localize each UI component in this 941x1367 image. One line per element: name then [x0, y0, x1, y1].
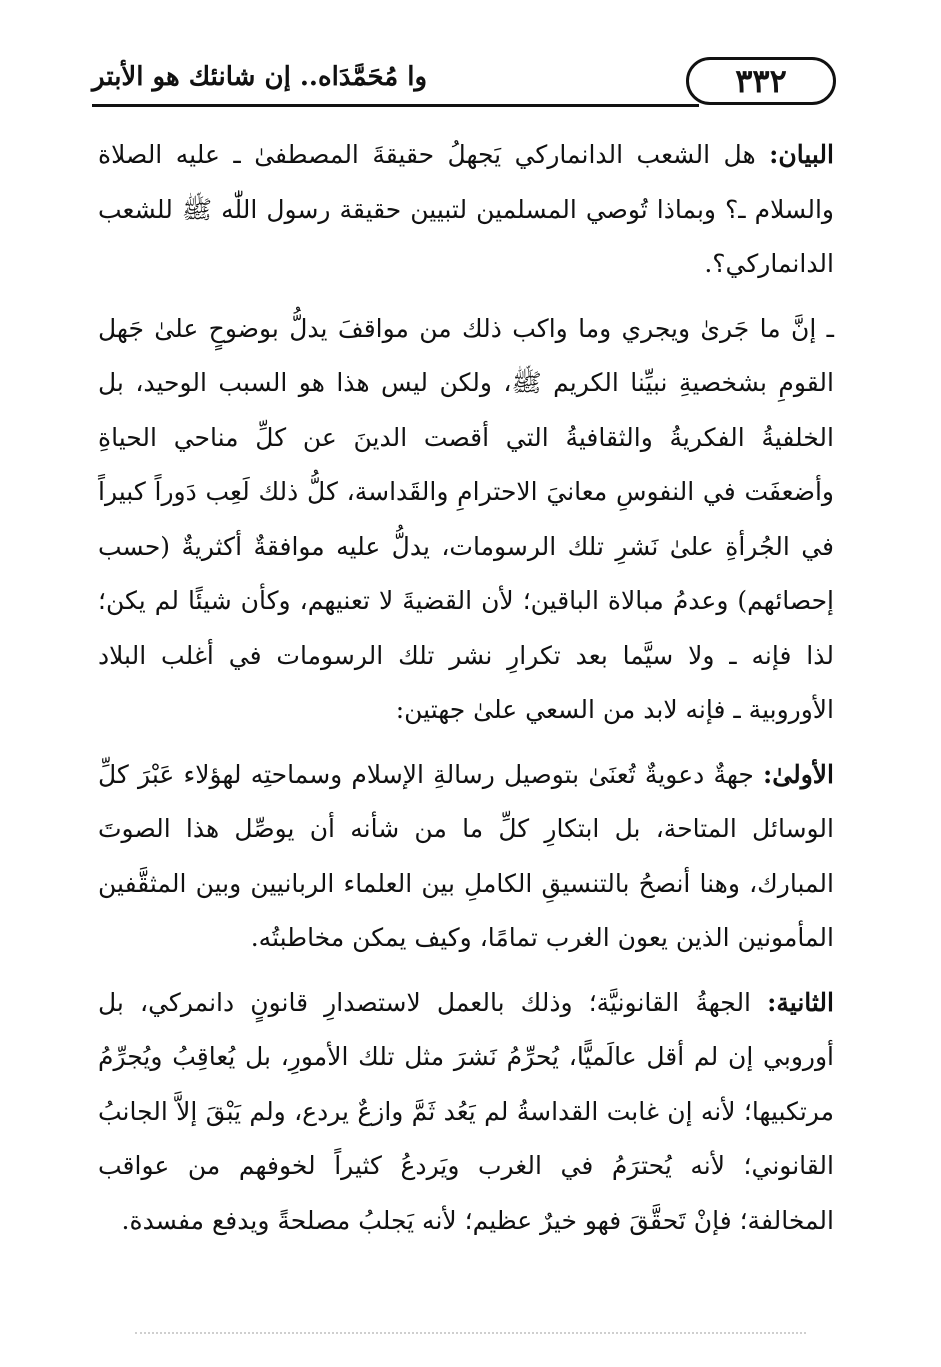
- paragraph-label: الأولىٰ:: [763, 759, 834, 789]
- bottom-scan-dots: [135, 1332, 806, 1338]
- paragraph-first-aspect: [98, 748, 834, 966]
- page-header: [92, 52, 836, 112]
- paragraph-label: الثانية:: [767, 987, 834, 1017]
- header-rule: [92, 104, 699, 107]
- page-number: ٣٣٢: [686, 57, 836, 105]
- paragraph-question: [98, 128, 834, 292]
- paragraph-label: البيان:: [769, 140, 834, 169]
- running-title: وا مُحَمَّدَاه.. إن شانئك هو الأبتر: [92, 62, 428, 92]
- paragraph-text: هل الشعب الدانماركي يَجهلُ حقيقةَ المصطفىٰ ـ عليه الصلاة والسلام ـ؟ وبماذا تُوصي المسلمين لتبيين حقيقة رسول اللّٰه ﷺ للشعب الدانماركي؟.: [98, 140, 834, 278]
- page-body: [98, 128, 834, 1258]
- paragraph-answer: [98, 302, 834, 738]
- paragraph-second-aspect: [98, 976, 834, 1249]
- paragraph-text: ـ إنَّ ما جَرىٰ ويجري وما واكب ذلك من مواقفَ يدلُّ بوضوحٍ علىٰ جَهل القومِ بشخصيةِ نبيِّنا الكريم ﷺ، ولكن ليس هذا هو السبب الوحيد، بل الخلفيةُ الفكريةُ والثقافيةُ التي أقصت الدينَ عن كلِّ مناحي الحياةِ وأضعفَت في النفوسِ معانيَ الاحترامِ والقَداسة، كلُّ ذلك لَعِب دَوراً كبيراً في الجُرأةِ علىٰ نَشرِ تلك الرسومات، يدلُّ عليه موافقةٌ أكثريةٌ (حسب إحصائهم) وعدمُ مبالاة الباقين؛ لأن القضيةَ لا تعنيهم، وكأن شيئًا لم يكن؛ لذا فإنه ـ ولا سيَّما بعد تكرارِ نشر تلك الرسومات في أغلب البلاد الأوروبية ـ فإنه لابد من السعي علىٰ جهتين:: [98, 313, 834, 724]
- paragraph-text: الجهةُ القانونيَّة؛ وذلك بالعمل لاستصدارِ قانونٍ دانمركي، بل أوروبي إن لم أقل عالَميًّا، يُحرِّمُ نَشرَ مثل تلك الأمورِ، بل يُعاقِبُ ويُجرِّمُ مرتكبيها؛ لأنه إن غابت القداسةُ لم يَعُد ثَمَّ وازعٌ يردع، ولم يَبْقَ إلاَّ الجانبُ القانوني؛ لأنه يُحترَمُ في الغرب ويَردعُ كثيراً لخوفهم من عواقب المخالفة؛ فإنْ تَحقَّقَ فهو خيرٌ عظيم؛ لأنه يَجلبُ مصلحةً ويدفع مفسدة.: [98, 987, 834, 1235]
- paragraph-text: جهةٌ دعويةٌ تُعنَىٰ بتوصيل رسالةِ الإسلام وسماحتِه لهؤلاء عَبْرَ كلِّ الوسائل المتاحة، بل ابتكارِ كلِّ ما من شأنه أن يوصِّل هذا الصوتَ المبارك، وهنا أنصحُ بالتنسيقِ الكاملِ بين العلماء الربانيين وبين المثقَّفين المأمونين الذين يعون الغرب تمامًا، وكيف يمكن مخاطبتُه.: [98, 759, 834, 952]
